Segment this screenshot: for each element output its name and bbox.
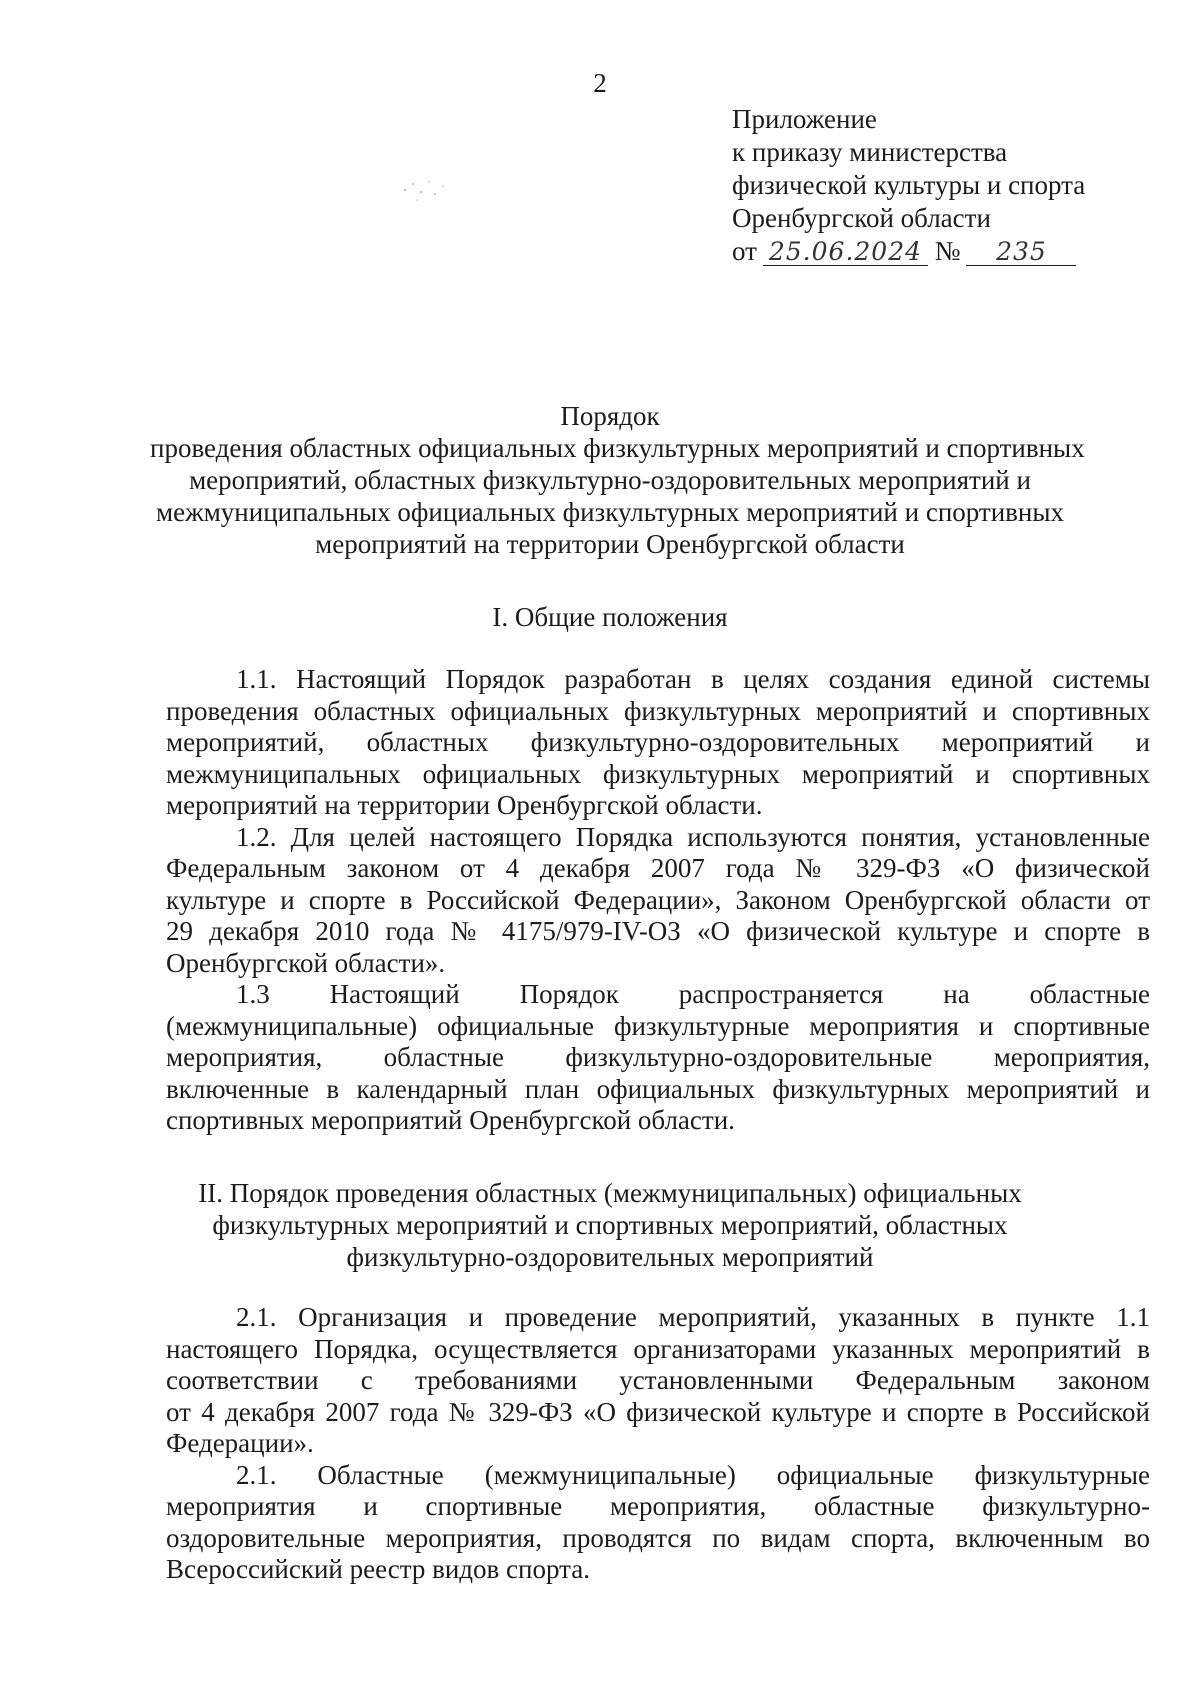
section-1-heading [150, 601, 1070, 633]
paragraph-line: включенные в календарный план официальных физкультурных мероприятий и [166, 1073, 1150, 1104]
paragraph-line: Всероссийский реестр видов спорта. [166, 1554, 590, 1584]
title-line: проведения областных официальных физкультурных мероприятий и спортивных [150, 433, 1085, 463]
appendix-line: Приложение [732, 104, 877, 134]
section-2-heading [150, 1177, 1070, 1273]
paragraph-line: мероприятия, областные физкультурно-оздоровительные мероприятия, [166, 1042, 1150, 1072]
date-prefix: от [732, 236, 757, 266]
paragraph-line: 29 декабря 2010 года № 4175/979-IV-ОЗ «О физической культуре и спорте в [166, 916, 1150, 946]
section-2-body [166, 1302, 1150, 1586]
paragraph-line: Федеральным законом от 4 декабря 2007 года № 329-ФЗ «О физической [166, 853, 1150, 883]
title-line: Порядок [560, 401, 660, 431]
number-sign: № [934, 236, 961, 266]
paragraph-line: культуре и спорте в Российской Федерации», Законом Оренбургской области от [166, 884, 1150, 915]
paragraph-line: соответствии с требованиями установленными Федеральным законом [166, 1365, 1150, 1395]
handwritten-number: 235 [966, 239, 1076, 266]
paragraph-line: 1.1. Настоящий Порядок разработан в целях создания единой системы [236, 664, 1150, 694]
paragraph-1-3 [166, 979, 1150, 1137]
appendix-line: физической культуры и спорта [732, 170, 1086, 200]
section-heading-line: физкультурных мероприятий и спортивных мероприятий, областных [212, 1210, 1008, 1240]
paragraph-1-1 [166, 664, 1150, 822]
title-line: мероприятий на территории Оренбургской области [315, 529, 905, 559]
paragraph-line: (межмуниципальные) официальные физкультурные мероприятия и спортивные [166, 1010, 1150, 1041]
paragraph-line: настоящего Порядка, осуществляется организаторами указанных мероприятий в [166, 1333, 1150, 1364]
paragraph-1-2 [166, 822, 1150, 980]
paragraph-line: 1.2. Для целей настоящего Порядка используются понятия, установленные [236, 821, 1150, 852]
appendix-line: Оренбургской области [732, 203, 991, 233]
section-heading-line: физкультурно-оздоровительных мероприятий [346, 1242, 874, 1272]
paragraph-line: от 4 декабря 2007 года № 329-ФЗ «О физической культуре и спорте в Российской [166, 1396, 1150, 1427]
appendix-line: к приказу министерства [732, 137, 1008, 167]
paragraph-line: Федерации». [166, 1428, 314, 1458]
stamp-smudge [395, 170, 455, 210]
appendix-date-line [732, 235, 1112, 268]
paragraph-line: межмуниципальных официальных физкультурных мероприятий и спортивных [166, 758, 1150, 789]
paragraph-line: 2.1. Организация и проведение мероприятий, указанных в пункте 1.1 [236, 1302, 1150, 1332]
document-title [150, 400, 1085, 560]
paragraph-line: Оренбургской области». [166, 947, 446, 978]
paragraph-line: 2.1. Областные (межмуниципальные) официальные физкультурные [236, 1459, 1150, 1490]
paragraph-line: спортивных мероприятий Оренбургской области. [166, 1105, 735, 1135]
paragraph-line: оздоровительные мероприятия, проводятся по видам спорта, включенным во [166, 1522, 1150, 1553]
section-heading-line: II. Порядок проведения областных (межмуниципальных) официальных [198, 1178, 1022, 1208]
title-line: межмуниципальных официальных физкультурных мероприятий и спортивных [156, 497, 1064, 527]
paragraph-2-1a [166, 1302, 1150, 1460]
paragraph-line: 1.3 Настоящий Порядок распространяется на областные [236, 979, 1150, 1009]
appendix-block [732, 103, 1112, 268]
section-heading-text: I. Общие положения [492, 602, 728, 632]
paragraph-line: мероприятий на территории Оренбургской области. [166, 790, 763, 820]
handwritten-date: 25.06.2024 [763, 239, 928, 266]
paragraph-line: проведения областных официальных физкультурных мероприятий и спортивных [166, 695, 1150, 726]
section-1-body [166, 664, 1150, 1137]
title-line: мероприятий, областных физкультурно-оздоровительных мероприятий и [189, 465, 1031, 495]
paragraph-line: мероприятий, областных физкультурно-оздоровительных мероприятий и [166, 727, 1150, 757]
paragraph-2-1b [166, 1460, 1150, 1586]
paragraph-line: мероприятия и спортивные мероприятия, областные физкультурно- [166, 1491, 1150, 1521]
page-number: 2 [593, 68, 607, 98]
